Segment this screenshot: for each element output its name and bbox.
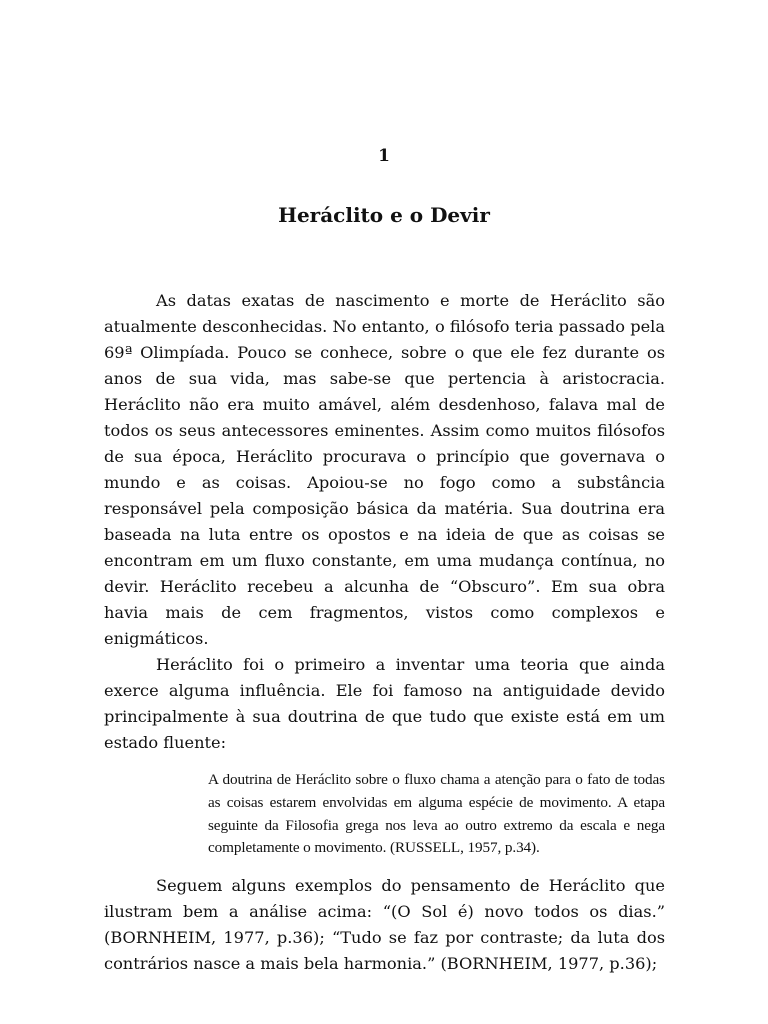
- chapter-body: [104, 288, 665, 977]
- block-quote-russell: A doutrina de Heráclito sobre o fluxo chama a atenção para o fato de todas as coisas estarem envolvidas em alguma espécie de movimento. A etapa seguinte da Filosofia grega nos leva ao outro extremo da escala e nega completamente o movimento. (RUSSELL, 1957, p.34).: [208, 771, 665, 857]
- chapter-number: 1: [378, 146, 390, 166]
- paragraph-theory: Heráclito foi o primeiro a inventar uma teoria que ainda exerce alguma influência. Ele foi famoso na antiguidade devido principalmente à sua doutrina de que tudo que existe está em um estado fluente:: [104, 655, 665, 752]
- chapter-title: Heráclito e o Devir: [278, 203, 490, 227]
- paragraph-intro: As datas exatas de nascimento e morte de Heráclito são atualmente desconhecidas. No entanto, o filósofo teria passado pela 69ª Olimpíada. Pouco se conhece, sobre o que ele fez durante os anos de sua vida, mas sabe-se que pertencia à aristocracia. Heráclito não era muito amável, além desdenhoso, falava mal de todos os seus antecessores eminentes. Assim como muitos filósofos de sua época, Heráclito procurava o princípio que governava o mundo e as coisas. Apoiou-se no fogo como a substância responsável pela composição básica da matéria. Sua doutrina era baseada na luta entre os opostos e na ideia de que as coisas se encontram em um fluxo constante, em uma mudança contínua, no devir. Heráclito recebeu a alcunha de “Obscuro”. Em sua obra havia mais de cem fragmentos, vistos como complexos e enigmáticos.: [104, 291, 665, 648]
- paragraph-examples: Seguem alguns exemplos do pensamento de Heráclito que ilustram bem a análise acima: “(O Sol é) novo todos os dias.” (BORNHEIM, 1977, p.36); “Tudo se faz por contraste; da luta dos contrários nasce a mais bela harmonia.” (BORNHEIM, 1977, p.36);: [104, 876, 665, 974]
